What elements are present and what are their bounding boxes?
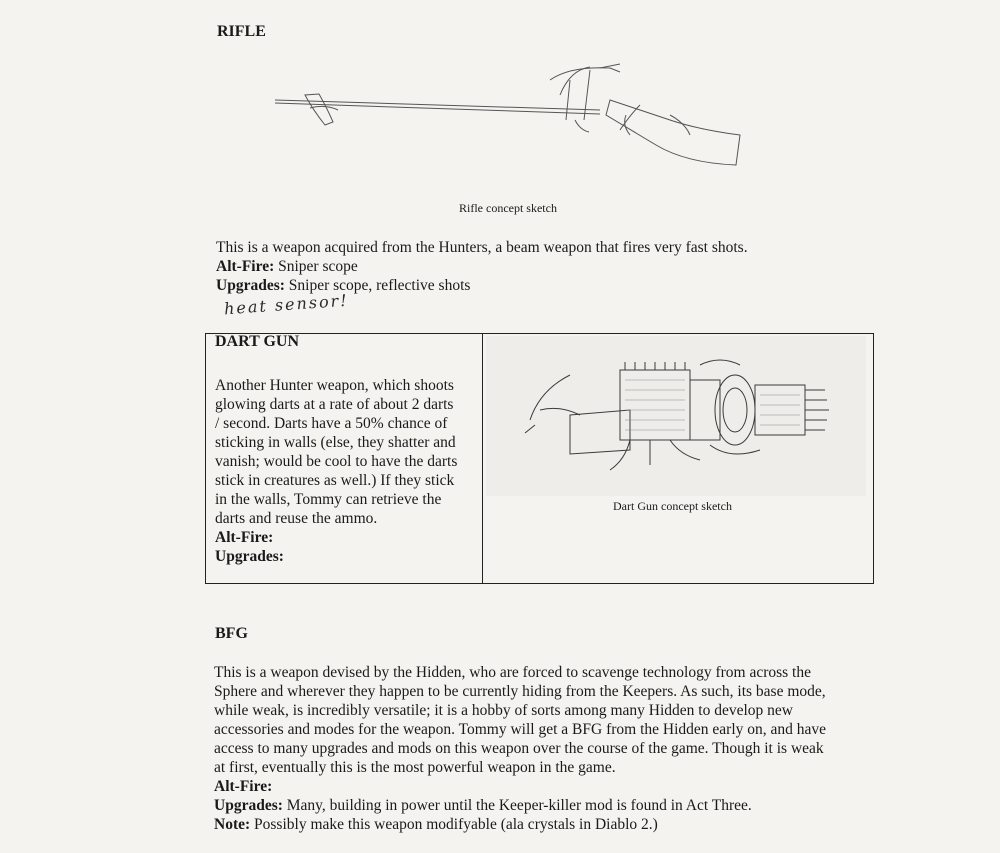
dart-gun-line: / second. Darts have a 50% chance of bbox=[215, 415, 448, 432]
bfg-alt-fire-label: Alt-Fire: bbox=[214, 778, 273, 795]
dart-gun-heading: DART GUN bbox=[215, 333, 300, 350]
dart-gun-line: darts and reuse the ammo. bbox=[215, 510, 378, 527]
bfg-description bbox=[214, 663, 826, 834]
dart-gun-caption: Dart Gun concept sketch bbox=[613, 499, 732, 513]
bfg-note bbox=[214, 815, 826, 834]
dart-gun-line: glowing darts at a rate of about 2 darts bbox=[215, 396, 454, 413]
dart-gun-line: Another Hunter weapon, which shoots bbox=[215, 377, 454, 394]
dart-gun-line: stick in creatures as well.) If they stick bbox=[215, 472, 455, 489]
dart-gun-line: vanish; would be cool to have the darts bbox=[215, 453, 458, 470]
bfg-line: Sphere and wherever they happen to be currently hiding from the Keepers. As such, its base mode, bbox=[214, 683, 826, 700]
bfg-note-value: Possibly make this weapon modifyable (ala crystals in Diablo 2.) bbox=[254, 816, 658, 833]
rifle-alt-fire-label: Alt-Fire: bbox=[216, 258, 275, 275]
dart-gun-alt-fire-label: Alt-Fire: bbox=[215, 529, 274, 546]
rifle-description: This is a weapon acquired from the Hunters, a beam weapon that fires very fast shots. bbox=[216, 239, 748, 256]
bfg-line: at first, eventually this is the most powerful weapon in the game. bbox=[214, 759, 616, 776]
bfg-line: while weak, is incredibly versatile; it is a hobby of sorts among many Hidden to develop new bbox=[214, 702, 793, 719]
bfg-upgrades-value: Many, building in power until the Keeper-killer mod is found in Act Three. bbox=[286, 797, 752, 814]
bfg-line: accessories and modes for the weapon. Tommy will get a BFG from the Hidden early on, and have bbox=[214, 721, 827, 738]
bfg-note-label: Note: bbox=[214, 816, 251, 833]
dart-gun-table-divider bbox=[482, 333, 483, 584]
handwritten-note: heat sensor! bbox=[223, 290, 350, 319]
dart-gun-line: sticking in walls (else, they shatter and bbox=[215, 434, 456, 451]
dart-gun-upgrades-label: Upgrades: bbox=[215, 548, 284, 565]
dart-gun-description bbox=[215, 376, 457, 566]
bfg-upgrades-label: Upgrades: bbox=[214, 797, 283, 814]
bfg-line: access to many upgrades and mods on this weapon over the course of the game. Though it is weak bbox=[214, 740, 824, 757]
rifle-upgrades-label: Upgrades: bbox=[216, 277, 285, 294]
dart-gun-sketch-image bbox=[510, 350, 850, 490]
dart-gun-line: in the walls, Tommy can retrieve the bbox=[215, 491, 442, 508]
bfg-line: This is a weapon devised by the Hidden, who are forced to scavenge technology from across the bbox=[214, 664, 811, 681]
bfg-upgrades bbox=[214, 796, 826, 815]
rifle-alt-fire-value: Sniper scope bbox=[278, 258, 358, 275]
rifle-sketch-image bbox=[270, 60, 750, 175]
rifle-heading: RIFLE bbox=[217, 23, 266, 40]
rifle-caption: Rifle concept sketch bbox=[459, 201, 557, 215]
rifle-alt-fire bbox=[216, 257, 358, 276]
rifle-upgrades-value: Sniper scope, reflective shots bbox=[288, 277, 471, 294]
bfg-heading: BFG bbox=[215, 625, 248, 642]
